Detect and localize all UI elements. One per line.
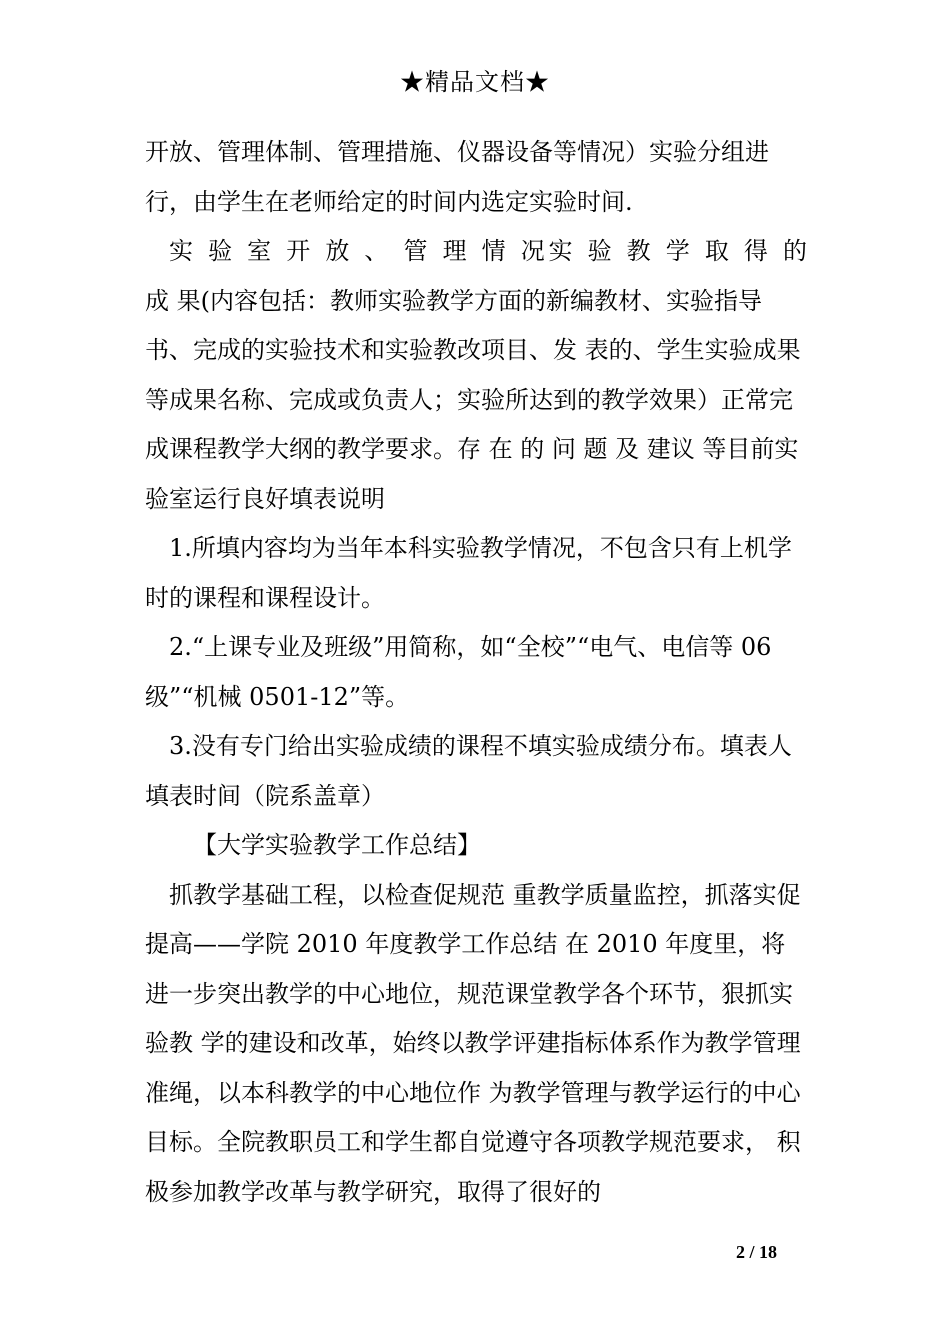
- section-title: 【大学实验教学工作总结】: [193, 831, 481, 859]
- document-body: [145, 128, 807, 1217]
- page-header: ★精品文档★: [400, 68, 550, 96]
- paragraph-note-3: 3.没有专门给出实验成绩的课程不填实验成绩分布。填表人 填表时间（院系盖章）: [145, 732, 792, 810]
- paragraph-lab-achievements: 成 果(内容包括：教师实验教学方面的新编教材、实验指导书、完成的实验技术和实验教改项目、发 表的、学生实验成果等成果名称、完成或负责人；实验所达到的教学效果）正常完成课程教学大纲的教学要求。存 在 的 问 题 及 建议 等目前实验室运行良好填表说明: [145, 286, 801, 513]
- paragraph-summary: 抓教学基础工程，以检查促规范 重教学质量监控，抓落实促提高——学院 2010 年度教学工作总结 在 2010 年度里，将进一步突出教学的中心地位，规范课堂教学各个环节，狠抓实验教 学的建设和改革，始终以教学评建指标体系作为教学管理准绳，以本科教学的中心地位作 为教学管理与教学运行的中心目标。全院教职员工和学生都自觉遵守各项教学规范要求， 积极参加教学改革与教学研究，取得了很好的: [145, 880, 801, 1206]
- paragraph-lab-achievements-heading: 实 验 室 开 放 、 管 理 情 况实 验 教 学 取 得 的: [169, 237, 807, 265]
- page-number: 2 / 18: [736, 1242, 778, 1262]
- paragraph-note-1: 1.所填内容均为当年本科实验教学情况，不包含只有上机学时的课程和课程设计。: [145, 534, 792, 612]
- paragraph-note-2: 2.“上课专业及班级”用简称，如“全校”“电气、电信等 06 级”“机械 0501-12”等。: [145, 633, 772, 711]
- paragraph-lab-grouping: 开放、管理体制、管理措施、仪器设备等情况）实验分组进行，由学生在老师给定的时间内选定实验时间.: [145, 138, 769, 216]
